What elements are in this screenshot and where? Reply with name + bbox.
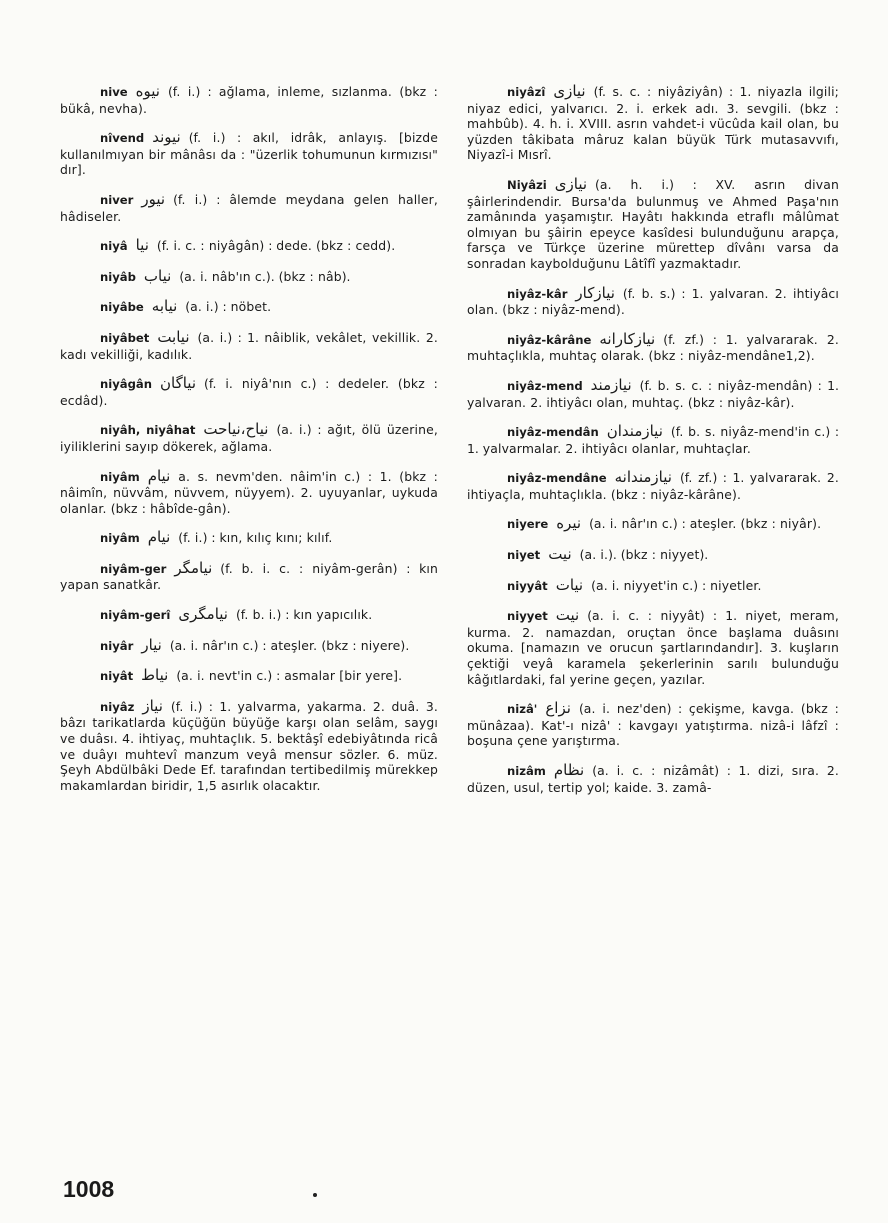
entry-headword: niver bbox=[100, 192, 134, 207]
right-column bbox=[467, 84, 839, 809]
entry-headword: niyyet bbox=[507, 609, 548, 624]
entry-headword: niyâz-kâr bbox=[507, 286, 568, 301]
dictionary-entry bbox=[467, 516, 839, 533]
dictionary-entry bbox=[60, 530, 438, 547]
left-column bbox=[60, 84, 438, 807]
entry-arabic-script: نیوه bbox=[135, 82, 160, 100]
entry-arabic-script: نیت bbox=[548, 545, 572, 564]
entry-arabic-script: نظام bbox=[553, 761, 585, 779]
entry-arabic-script: نیور bbox=[141, 189, 166, 208]
entry-definition: (f. b. i. c. : niyâm-gerân) : kın yapan sanatkâr. bbox=[60, 560, 438, 593]
entry-definition: (a. i.) : 1. nâiblik, vekâlet, vekillik. 2. kadı vekilliği, kadılık. bbox=[60, 329, 438, 362]
entry-definition: (f. zf.) : 1. yalvararak. 2. ihtiyaçla, muhtaçlıkla. (bkz : niyâz-kârâne). bbox=[467, 470, 839, 502]
entry-headword: nizâm bbox=[507, 764, 546, 778]
entry-definition: (f. b. s. c. : niyâz-mendân) : 1. yalvaran. 2. ihtiyâcı olan, muhtaç. (bkz : niyâz-kâr). bbox=[467, 377, 839, 410]
entry-arabic-script: نیاز bbox=[142, 696, 163, 715]
entry-arabic-script: نیازکار bbox=[575, 283, 615, 302]
entry-headword: niyet bbox=[507, 548, 541, 563]
entry-arabic-script: نزاع bbox=[545, 699, 571, 718]
page-number: 1008 bbox=[63, 1176, 115, 1202]
entry-arabic-script: نیت bbox=[555, 606, 580, 625]
entry-headword: niyâm-ger bbox=[100, 561, 167, 576]
entry-arabic-script: نیار bbox=[141, 635, 162, 654]
dictionary-entry bbox=[467, 763, 839, 795]
entry-definition: (f. zf.) : 1. yalvararak. 2. muhtaçlıkla, muhtaç olarak. (bkz : niyâz-mendâne1,2). bbox=[467, 331, 839, 364]
dictionary-entry bbox=[467, 470, 839, 502]
dictionary-entry bbox=[467, 608, 839, 687]
entry-definition: (f. i.) : ağlama, inleme, sızlanma. (bkz : bükâ, nevha). bbox=[60, 84, 438, 116]
footer-dot bbox=[313, 1193, 317, 1197]
dictionary-entry bbox=[60, 696, 438, 794]
entry-headword: niyâz-mendân bbox=[507, 425, 599, 440]
entry-definition: (a. i. nâr'ın c.) : ateşler. (bkz : niyâr). bbox=[589, 516, 822, 532]
entry-definition: (f. i.) : âlemde meydana gelen haller, hâdiseler. bbox=[60, 191, 438, 224]
entry-arabic-script: نیاگان bbox=[160, 374, 196, 393]
dictionary-entry bbox=[467, 329, 839, 364]
entry-headword: niyâm bbox=[100, 469, 140, 484]
entry-definition: (a. i. niyyet'in c.) : niyetler. bbox=[591, 577, 762, 593]
dictionary-entry bbox=[60, 189, 438, 224]
entry-headword: niyâ bbox=[100, 239, 128, 254]
entry-definition: (f. b. s.) : 1. yalvaran. 2. ihtiyâcı olan. (bkz : niyâz-mend). bbox=[467, 285, 839, 318]
entry-definition: (f. i.) : akıl, idrâk, anlayış. [bizde kullanılmıyan bir mânâsı da : "üzerlik tohumunun kırmızısı" dır]. bbox=[60, 130, 438, 178]
entry-arabic-script: نیا bbox=[135, 236, 149, 255]
dictionary-entry bbox=[467, 283, 839, 318]
entry-definition: (a. i.) : nöbet. bbox=[185, 299, 272, 315]
dictionary-entry bbox=[60, 466, 438, 517]
dictionary-entry bbox=[60, 607, 438, 624]
entry-definition: (f. b. i.) : kın yapıcılık. bbox=[235, 607, 373, 623]
dictionary-entry bbox=[60, 327, 438, 362]
entry-arabic-script: نیازکارانه bbox=[599, 329, 656, 348]
dictionary-entry bbox=[60, 130, 438, 178]
entry-arabic-script: نیابت bbox=[157, 327, 190, 346]
dictionary-entry bbox=[60, 84, 438, 116]
entry-definition: (a. i. c. : niyyât) : 1. niyet, meram, kurma. 2. namazdan, oruçtan önce başlama duâsını okuma. [namazın ve orucun şartlarındandır]. 3. kuşların çektiği veyâ karamela şekerlerinin sarılı bulunduğu kâğıtlardaki, fal yerine geçen, yazılar. bbox=[467, 608, 839, 687]
dictionary-entry bbox=[60, 422, 438, 454]
dictionary-entry bbox=[60, 668, 438, 685]
dictionary-entry bbox=[60, 299, 438, 316]
entry-headword: niyere bbox=[507, 517, 549, 532]
entry-headword: niyâm-gerî bbox=[100, 608, 171, 623]
entry-arabic-script: نیام bbox=[147, 528, 171, 547]
dictionary-entry bbox=[467, 547, 839, 564]
entry-headword: niyâbe bbox=[100, 300, 144, 315]
entry-headword: niyâzî bbox=[507, 85, 546, 99]
dictionary-entry bbox=[60, 376, 438, 408]
dictionary-entry bbox=[467, 84, 839, 163]
entry-headword: niyâz-mend bbox=[507, 378, 583, 393]
entry-arabic-script: نیام bbox=[147, 466, 171, 485]
entry-definition: (a. i.) : ağıt, ölü üzerine, iyiliklerini sayıp dökerek, ağlama. bbox=[60, 422, 439, 454]
entry-headword: nîvend bbox=[100, 131, 145, 146]
dictionary-entry bbox=[60, 558, 438, 593]
entry-arabic-script: نیازی bbox=[553, 82, 586, 100]
entry-arabic-script: نیاط bbox=[141, 666, 169, 685]
entry-definition: (a. i. nevt'in c.) : asmalar [bir yere]. bbox=[176, 668, 403, 684]
entry-definition: (f. i. c. : niyâgân) : dede. (bkz : cedd). bbox=[156, 238, 396, 254]
entry-definition: (a. i. nez'den) : çekişme, kavga. (bkz : münâzaa). Kat'-ı nizâ' : kavgayı yatıştırma. nizâ-i lâfzî : boşuna çene yarıştırma. bbox=[467, 701, 839, 749]
entry-arabic-script: نیازمند bbox=[590, 375, 632, 394]
entry-headword: niyâbet bbox=[100, 330, 150, 345]
entry-arabic-script: نیازی bbox=[554, 174, 588, 193]
entry-definition: (a. h. i.) : XV. asrın divan şâirlerindendir. Bursa'da bulunmuş ve Ahmed Paşa'nın zamânında yaşamıştır. Hayâtı hakkında etraflı mâlûmat olmıyan bu şâirin epeyce kasîdesi bulunduğunu arapça, farsça ve Türkçe üzerine mürettep dîvânı varsa da sonradan kaybolduğunu Lâtîfî yazmaktadır. bbox=[467, 176, 839, 271]
entry-definition: (a. i. nâb'ın c.). (bkz : nâb). bbox=[179, 268, 351, 284]
entry-definition: (a. i. c. : nizâmât) : 1. dizi, sıra. 2. düzen, usul, tertip yol; kaide. 3. zamâ- bbox=[467, 763, 839, 795]
entry-headword: niyât bbox=[100, 669, 134, 684]
entry-definition: a. s. nevm'den. nâim'in c.) : 1. (bkz : nâimîn, nüvvâm, nüvvem, nüyyem). 2. uyuyanlar, uykuda olanlar. (bkz : hâbîde-gân). bbox=[60, 468, 438, 516]
entry-headword: niyyât bbox=[507, 578, 548, 593]
entry-arabic-script: نیره bbox=[556, 514, 582, 533]
entry-arabic-script: نیامگر bbox=[174, 558, 213, 577]
dictionary-entry bbox=[467, 424, 839, 456]
entry-headword: nive bbox=[100, 85, 128, 99]
entry-headword: niyâb bbox=[100, 269, 136, 284]
entry-arabic-script: نیات bbox=[555, 575, 584, 594]
entry-headword: niyâz bbox=[100, 699, 135, 714]
dictionary-entry bbox=[467, 375, 839, 410]
dictionary-entry bbox=[467, 701, 839, 749]
entry-headword: niyâz-mendâne bbox=[507, 471, 607, 486]
entry-arabic-script: نیامگری bbox=[178, 605, 228, 624]
entry-arabic-script: نیاب bbox=[143, 266, 172, 285]
entry-headword: niyâh, niyâhat bbox=[100, 423, 196, 438]
entry-headword: niyâgân bbox=[100, 377, 152, 392]
entry-headword: nizâ' bbox=[507, 702, 538, 717]
entry-definition: (f. b. s. niyâz-mend'in c.) : 1. yalvarmalar. 2. ihtiyâcı olanlar, muhtaçlar. bbox=[467, 424, 839, 456]
entry-definition: (a. i. nâr'ın c.) : ateşler. (bkz : niyere). bbox=[169, 637, 410, 653]
entry-arabic-script: نیازمندانه bbox=[614, 468, 672, 487]
entry-headword: niyâr bbox=[100, 638, 134, 653]
entry-definition: (f. i.) : kın, kılıç kını; kılıf. bbox=[178, 530, 333, 546]
dictionary-entry bbox=[467, 575, 839, 595]
entry-arabic-script: نیاح،نیاحت bbox=[203, 420, 269, 439]
dictionary-entry bbox=[60, 238, 438, 255]
entry-definition: (f. i.) : 1. yalvarma, yakarma. 2. duâ. 3. bâzı tarikatlarda küçüğün büyüğe karşı olan selâm, saygı ve duâsı. 4. ihtiyaç, muhtaçlık. 5. bektâşî edebiyâtında ricâ ve duâyı muhtevî manzum veyâ mensur sözler. 6. müz. Şeyh Abdülbâki Dede Ef. tarafından tertibedilmiş mürekkep makamlardan biridir, 1,5 asırlık olacaktır. bbox=[60, 698, 438, 793]
entry-definition: (f. i. niyâ'nın c.) : dedeler. (bkz : ecdâd). bbox=[60, 376, 438, 408]
entry-arabic-script: نیابه bbox=[151, 297, 178, 316]
entry-definition: (f. s. c. : niyâziyân) : 1. niyazla ilgili; niyaz edici, yalvarıcı. 2. i. erkek adı. 3. sevgili. (bkz : mahbûb). 4. h. i. XVIII. asrın vahdet-i vücûda kail olan, bu yüzden tâkibata mâruz kalan büyük Türk mutasavvıfı, Niyazî-i Mısrî. bbox=[467, 84, 839, 163]
entry-headword: Niyâzi bbox=[507, 177, 547, 192]
entry-headword: niyâm bbox=[100, 531, 140, 546]
dictionary-entry bbox=[60, 635, 438, 655]
entry-arabic-script: نیوند bbox=[152, 128, 181, 147]
entry-headword: niyâz-kârâne bbox=[507, 332, 592, 347]
entry-definition: (a. i.). (bkz : niyyet). bbox=[579, 547, 709, 563]
dictionary-entry bbox=[60, 266, 438, 286]
dictionary-entry bbox=[467, 174, 839, 272]
entry-arabic-script: نیازمندان bbox=[606, 422, 663, 441]
